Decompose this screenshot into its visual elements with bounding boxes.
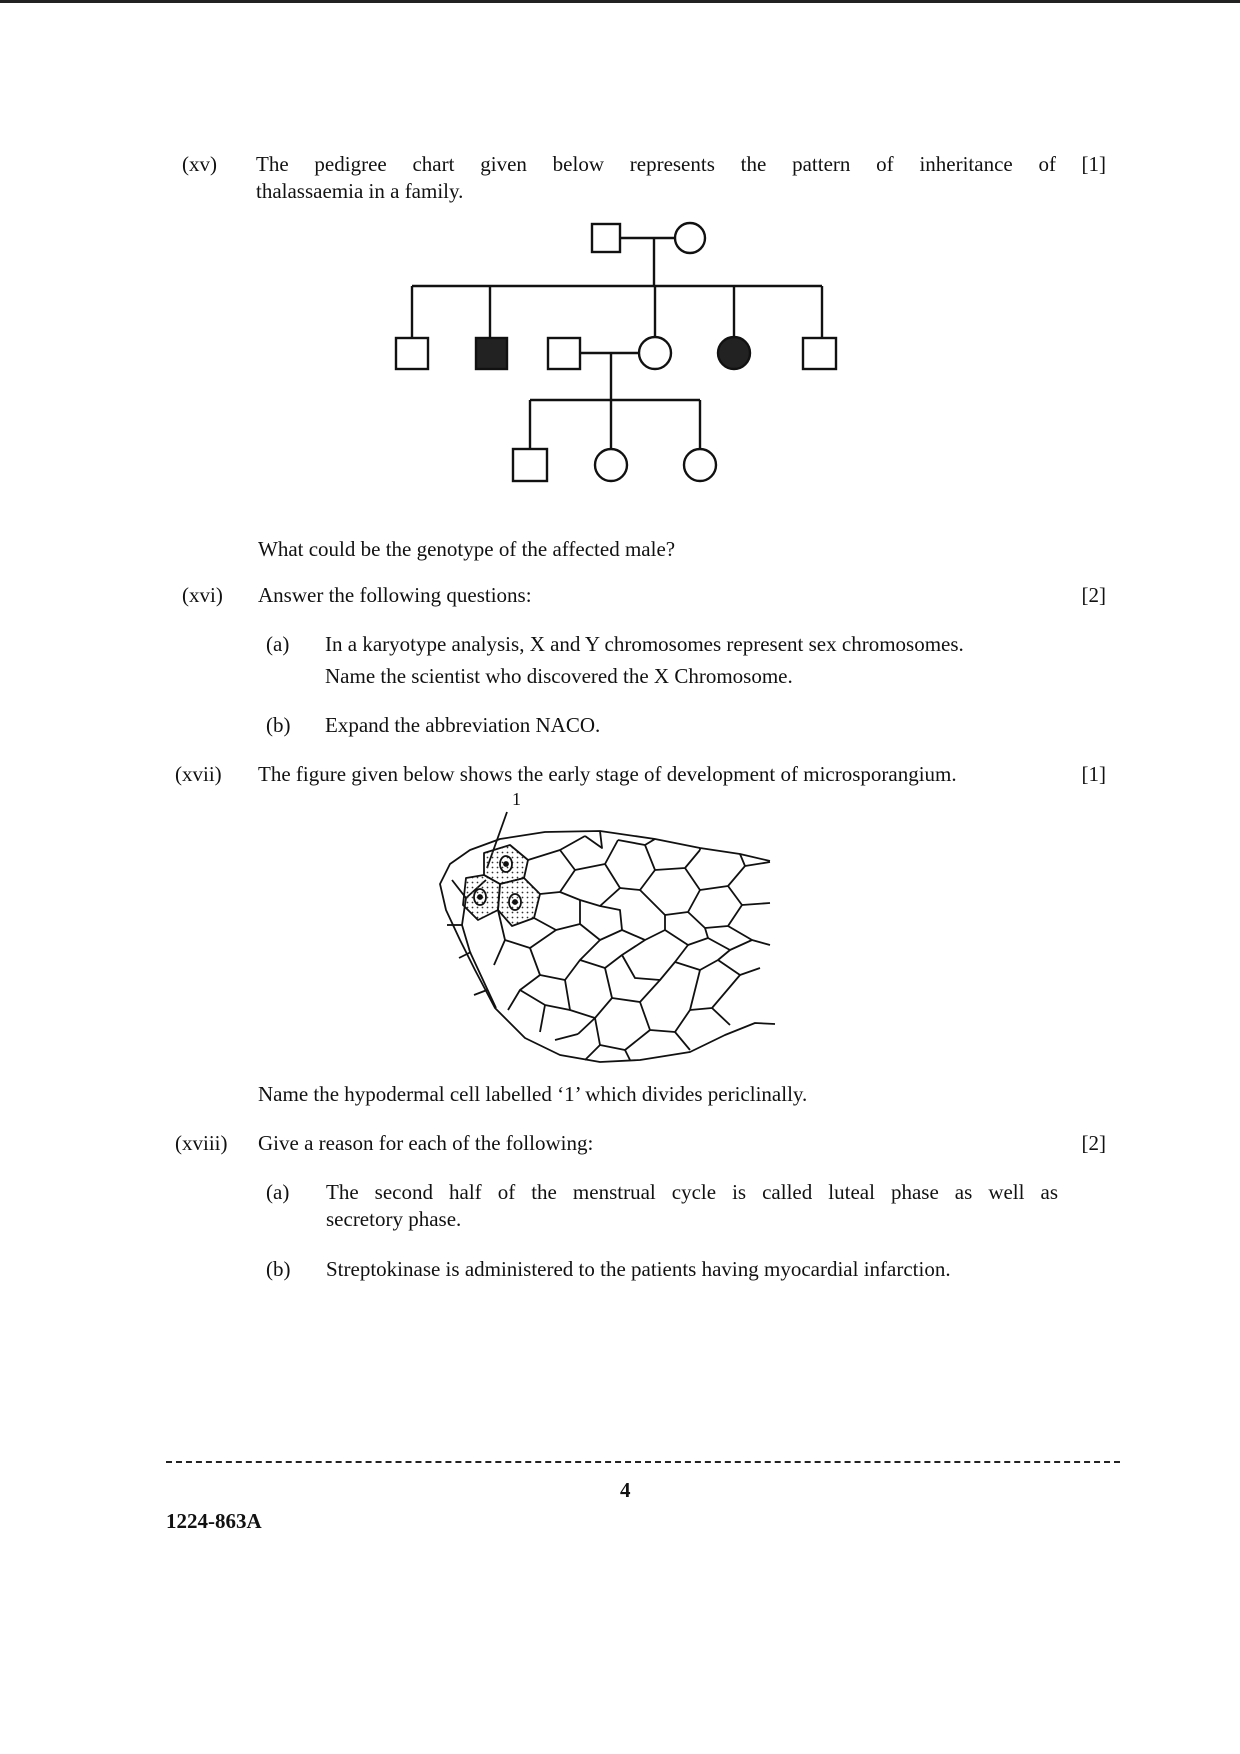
question-xviii-a-line2: secretory phase. (326, 1207, 462, 1231)
question-xvi-text: Answer the following questions: (258, 583, 532, 607)
question-xviii-a-line1: The second half of the menstrual cycle is called luteal phase as well as (326, 1180, 1058, 1204)
marks-xvi: [2] (1081, 583, 1106, 607)
question-number-xviii: (xviii) (175, 1131, 228, 1155)
paper-code: 1224-863A (166, 1509, 262, 1533)
question-xv-line2: thalassaemia in a family. (256, 179, 464, 203)
marks-xviii: [2] (1081, 1131, 1106, 1155)
subpart-label-a: (a) (266, 632, 290, 656)
question-xvi-a-line2: Name the scientist who discovered the X Chromosome. (325, 664, 793, 688)
question-xvii-text: The figure given below shows the early stage of development of microsporangium. (258, 762, 957, 786)
question-xviii-b-text: Streptokinase is administered to the patients having myocardial infarction. (326, 1257, 951, 1281)
subpart-label-a: (a) (266, 1180, 290, 1204)
question-xv-line1: The pedigree chart given below represents the pattern of inheritance of (256, 152, 1056, 176)
question-number-xvi: (xvi) (182, 583, 223, 607)
question-xvii-prompt: Name the hypodermal cell labelled ‘1’ which divides periclinally. (258, 1082, 808, 1106)
subpart-label-b: (b) (266, 1257, 291, 1281)
footer-divider (166, 1461, 1120, 1463)
question-xvi-b-text: Expand the abbreviation NACO. (325, 713, 601, 737)
question-xviii-text: Give a reason for each of the following: (258, 1131, 594, 1155)
figure-label-1: 1 (512, 789, 521, 809)
question-xv-prompt: What could be the genotype of the affected male? (258, 537, 676, 561)
marks-xv: [1] (1081, 152, 1106, 176)
subpart-label-b: (b) (266, 713, 291, 737)
marks-xvii: [1] (1081, 762, 1106, 786)
question-number-xv: (xv) (182, 152, 217, 176)
question-number-xvii: (xvii) (175, 762, 222, 786)
page-number: 4 (620, 1478, 631, 1502)
question-xvi-a-line1: In a karyotype analysis, X and Y chromosomes represent sex chromosomes. (325, 632, 964, 656)
